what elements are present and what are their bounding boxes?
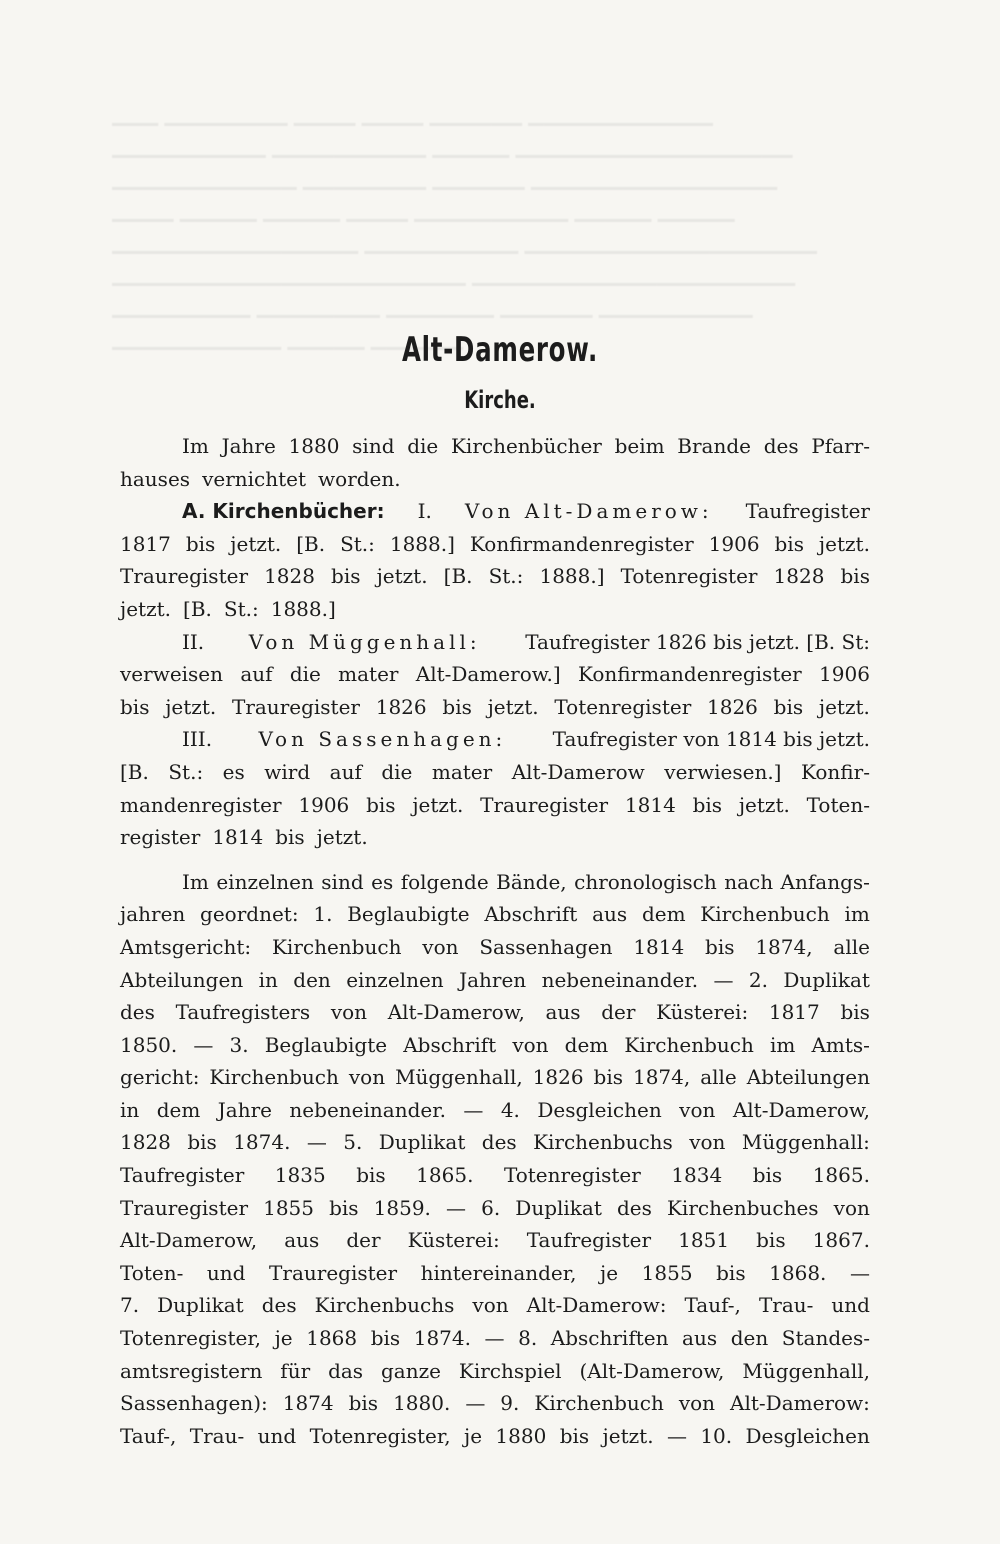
- word: einzelnen: [216, 869, 314, 894]
- word: 10.: [700, 1423, 733, 1448]
- word: bis: [756, 1228, 786, 1253]
- detail-line: [120, 1322, 870, 1355]
- word: von: [512, 1032, 549, 1057]
- word: —: [306, 1130, 327, 1155]
- word: 1814: [212, 825, 264, 850]
- word: Müggenhall:: [741, 1130, 870, 1155]
- word: bis: [773, 694, 804, 719]
- word: Trauregister: [120, 564, 248, 589]
- word: bis: [120, 694, 150, 719]
- word: 1874,: [632, 1065, 691, 1090]
- word: 1874,: [755, 934, 813, 959]
- word: 1851: [678, 1228, 730, 1253]
- word: bis: [442, 694, 472, 719]
- word: Kirchenbücher: [450, 434, 602, 458]
- word: es: [371, 869, 394, 894]
- word: Alt-Damerow.]: [415, 662, 561, 687]
- word: Totenregister,: [120, 1326, 262, 1351]
- word: Pfarr-: [811, 434, 870, 458]
- word: Abteilungen: [746, 1065, 870, 1090]
- entry-place: Von Alt-Damerow:: [464, 499, 713, 524]
- word: bis: [774, 531, 804, 556]
- word: aus: [545, 1000, 581, 1025]
- word: alle: [700, 1065, 737, 1090]
- word: Alt-Damerow,: [387, 1000, 525, 1025]
- entry-number: I.: [417, 499, 432, 524]
- word: 1874: [282, 1391, 334, 1416]
- word: bis: [185, 531, 216, 556]
- bleed-through-texture: ▁▁▁ ▁▁▁▁▁▁▁▁ ▁▁▁▁ ▁▁▁▁ ▁▁▁▁▁▁ ▁▁▁▁▁▁▁▁▁▁▁▁ ▁▁▁▁▁▁▁▁▁▁ ▁▁▁▁▁▁▁▁▁▁ ▁▁▁▁▁ ▁▁▁▁▁▁▁▁▁▁▁▁▁▁▁▁▁▁ ▁▁▁▁▁▁▁▁▁▁▁▁ ▁▁▁▁▁▁▁▁ ▁▁▁▁▁▁ ▁▁▁▁▁▁▁▁▁▁▁▁▁▁▁▁ ▁▁▁▁ ▁▁▁▁▁ ▁▁▁▁▁ ▁▁▁▁ ▁▁▁▁▁▁▁▁▁▁ ▁▁▁▁▁ ▁▁▁▁▁ ▁▁▁▁▁▁▁▁▁▁▁▁▁▁▁▁ ▁▁▁▁▁▁▁▁▁▁ ▁▁▁▁▁▁▁▁▁▁▁▁▁▁▁▁▁▁▁ ▁▁▁▁▁▁▁▁▁▁▁▁▁▁▁▁▁▁▁▁▁▁▁ ▁▁▁▁▁▁▁▁▁▁▁▁▁▁▁▁▁▁▁▁▁ ▁▁▁▁▁▁▁▁▁ ▁▁▁▁▁▁▁▁ ▁▁▁▁▁▁▁ ▁▁▁▁▁▁ ▁▁▁▁▁▁▁▁▁▁ ▁▁▁▁▁▁▁▁▁▁▁ ▁▁▁▁▁ ▁▁▁▁▁▁: [112, 102, 817, 350]
- word: Toten-: [120, 1260, 184, 1285]
- detail-line: [120, 1289, 870, 1322]
- word: Kirchenbuch: [624, 1032, 754, 1057]
- word: 1826: [375, 694, 427, 719]
- word: jetzt.: [412, 792, 464, 817]
- word: 3.: [229, 1032, 249, 1057]
- word: des: [120, 1000, 155, 1025]
- word: Alt-Damerow:: [730, 1391, 870, 1416]
- word: 1817: [768, 1000, 820, 1025]
- entry-place: Von Müggenhall:: [248, 629, 481, 654]
- word: in: [258, 967, 278, 992]
- word: Abschrift: [403, 1032, 497, 1057]
- detail-line: [120, 996, 870, 1029]
- word: —: [484, 1326, 505, 1351]
- word: 1859.: [373, 1195, 431, 1220]
- word: Kirchenbuch: [271, 934, 402, 959]
- word: Beglaubigte: [264, 1032, 388, 1057]
- word: Totenregister,: [309, 1423, 451, 1448]
- word: Tauf-,: [684, 1293, 741, 1318]
- word: des: [763, 434, 799, 458]
- word: 1855: [641, 1260, 693, 1285]
- entry-line: [120, 723, 870, 756]
- word: des: [481, 1130, 517, 1155]
- word: Toten-: [806, 792, 870, 817]
- word: mater: [338, 662, 399, 687]
- word: bis: [348, 1391, 379, 1416]
- word: 1814: [633, 934, 685, 959]
- word: mandenregister: [120, 792, 282, 817]
- word: nach: [724, 869, 774, 894]
- word: Kirchenbuch: [534, 1391, 664, 1416]
- word: jetzt.: [120, 596, 172, 621]
- word: 1828: [120, 1130, 171, 1155]
- word: Duplikat: [783, 967, 870, 992]
- word: Kirchenbuch: [700, 902, 830, 927]
- entry-line: [120, 626, 870, 659]
- word: [B.: [120, 759, 149, 784]
- word: Taufregister: [120, 1163, 245, 1188]
- word: jetzt.: [230, 531, 282, 556]
- word: 1880: [495, 1423, 547, 1448]
- word: St.:: [488, 564, 524, 589]
- word: 1868: [306, 1326, 358, 1351]
- word: den: [293, 967, 331, 992]
- word: verweisen: [120, 662, 224, 687]
- word: aus: [284, 1228, 320, 1253]
- entry-line: [120, 691, 870, 724]
- word: 7.: [120, 1293, 140, 1318]
- word: und: [257, 1423, 297, 1448]
- word: Kirchenbuchs: [314, 1293, 455, 1318]
- word: Totenregister: [620, 564, 758, 589]
- word: Jahren: [459, 967, 527, 992]
- word: Trauregister: [269, 1260, 398, 1285]
- word: und: [831, 1293, 870, 1318]
- word: Müggenhall,: [395, 1065, 523, 1090]
- word: das: [328, 1358, 364, 1383]
- paragraph-gap: [120, 854, 870, 866]
- word: verwiesen.]: [664, 759, 782, 784]
- word: Konfirmandenregister: [577, 662, 802, 687]
- word: je: [464, 1423, 483, 1448]
- intro-line: [120, 430, 870, 463]
- word: aus: [592, 902, 628, 927]
- entry-line: [120, 593, 870, 626]
- word: die: [381, 759, 413, 784]
- word: 1826: [707, 694, 758, 719]
- intro-line: [120, 463, 870, 496]
- word: Alt-Damerow,: [732, 1097, 870, 1122]
- word: amtsregistern: [120, 1358, 263, 1383]
- word: Standes-: [781, 1326, 870, 1351]
- word: der: [346, 1228, 381, 1253]
- word: Küsterei:: [407, 1228, 500, 1253]
- word: 1850.: [120, 1032, 178, 1057]
- word: 1865.: [812, 1163, 870, 1188]
- detail-line: [120, 964, 870, 997]
- entry-line: [120, 495, 870, 528]
- entry-line: [120, 658, 870, 691]
- word: Trauregister: [120, 1195, 248, 1220]
- word: Bände,: [496, 869, 567, 894]
- word: Konfir-: [800, 759, 870, 784]
- detail-line: [120, 1257, 870, 1290]
- word: nebeneinander.: [289, 1097, 446, 1122]
- word: Duplikat: [515, 1195, 602, 1220]
- word: bis: [356, 1163, 386, 1188]
- word: jetzt.: [316, 825, 368, 850]
- word: geordnet:: [200, 902, 299, 927]
- word: 1888.]: [539, 564, 605, 589]
- detail-line: [120, 1159, 870, 1192]
- word: der: [601, 1000, 636, 1025]
- word: bis: [329, 1195, 359, 1220]
- word: nebeneinander.: [541, 967, 699, 992]
- detail-line: [120, 1420, 870, 1453]
- word: im: [844, 902, 870, 927]
- word: Sassenhagen):: [120, 1391, 268, 1416]
- word: —: [193, 1032, 214, 1057]
- word: Alt-Damerow: [511, 759, 645, 784]
- word: von: [689, 1130, 726, 1155]
- word: register: [120, 825, 201, 850]
- word: 1855: [263, 1195, 314, 1220]
- word: (Alt-Damerow,: [579, 1358, 725, 1383]
- word: bis: [705, 934, 735, 959]
- word: Alt-Damerow,: [120, 1228, 258, 1253]
- word: 1888.]: [389, 531, 455, 556]
- word: 1906: [819, 662, 870, 687]
- detail-line: [120, 1192, 870, 1225]
- word: die: [407, 434, 439, 458]
- word: Duplikat: [378, 1130, 466, 1155]
- word: auf: [240, 662, 273, 687]
- word: aus: [682, 1326, 718, 1351]
- word: bis: [716, 1260, 746, 1285]
- word: 8.: [518, 1326, 538, 1351]
- word: bis: [331, 564, 361, 589]
- word: dem: [641, 902, 686, 927]
- entry-number: II.: [182, 629, 205, 654]
- entry-text: Taufregister: [745, 499, 870, 524]
- word: ganze: [380, 1358, 441, 1383]
- word: Müggenhall,: [742, 1358, 870, 1383]
- word: —: [465, 1391, 486, 1416]
- word: von: [833, 1195, 870, 1220]
- detail-line: [120, 1126, 870, 1159]
- word: 1834: [671, 1163, 723, 1188]
- detail-line: [120, 931, 870, 964]
- word: 1828: [264, 564, 315, 589]
- word: Alt-Damerow:: [526, 1293, 667, 1318]
- entry-text: Taufregister 1826 bis jetzt. [B. St:: [525, 629, 870, 654]
- word: Taufregister: [526, 1228, 652, 1253]
- document-body: [120, 430, 870, 1452]
- word: in: [120, 1097, 140, 1122]
- entry-line: [120, 756, 870, 789]
- word: jetzt.: [818, 531, 870, 556]
- word: [B.: [296, 531, 326, 556]
- word: bis: [370, 1326, 401, 1351]
- word: —: [463, 1097, 484, 1122]
- entry-place: Von Sassenhagen:: [258, 727, 507, 752]
- entry-number: III.: [182, 727, 213, 752]
- word: alle: [833, 934, 870, 959]
- word: —: [849, 1260, 870, 1285]
- word: Trauregister: [480, 792, 609, 817]
- word: jetzt.: [376, 564, 428, 589]
- word: des: [261, 1293, 297, 1318]
- word: den: [730, 1326, 769, 1351]
- entry-line: [120, 560, 870, 593]
- word: wird: [264, 759, 311, 784]
- word: Jahre: [221, 434, 276, 458]
- detail-line: [120, 1029, 870, 1062]
- word: von: [422, 934, 459, 959]
- word: Beglaubigte: [347, 902, 470, 927]
- word: von: [678, 1391, 716, 1416]
- word: Totenregister: [554, 694, 692, 719]
- word: 1888.]: [270, 596, 336, 621]
- word: St.:: [340, 531, 375, 556]
- word: einzelnen: [346, 967, 444, 992]
- word: bis: [840, 564, 870, 589]
- word: beim: [614, 434, 665, 458]
- word: Amtsgericht:: [120, 934, 252, 959]
- word: von: [348, 1065, 386, 1090]
- word: bis: [559, 1423, 590, 1448]
- word: 1880.: [393, 1391, 451, 1416]
- page-title: Alt-Damerow.: [401, 330, 599, 370]
- word: jetzt.: [487, 694, 539, 719]
- word: Desgleichen: [537, 1097, 662, 1122]
- word: dem: [564, 1032, 609, 1057]
- word: auf: [329, 759, 362, 784]
- kirchenbuecher-heading: A. Kirchenbücher:: [182, 499, 385, 524]
- word: Küsterei:: [656, 1000, 749, 1025]
- detail-line: [120, 898, 870, 931]
- word: Abschriften: [550, 1326, 669, 1351]
- word: je: [600, 1260, 619, 1285]
- entry-line: [120, 821, 870, 854]
- word: bis: [692, 792, 723, 817]
- word: Abschrift: [484, 902, 578, 927]
- word: sind: [321, 869, 364, 894]
- word: 9.: [500, 1391, 520, 1416]
- word: vernichtet: [202, 466, 307, 491]
- word: Trau-: [189, 1423, 245, 1448]
- detail-line: [120, 1094, 870, 1127]
- word: Konfirmandenregister: [469, 531, 694, 556]
- word: Kirchspiel: [458, 1358, 562, 1383]
- word: Kirchenbuchs: [533, 1130, 673, 1155]
- word: Abteilungen: [120, 967, 244, 992]
- word: 1874.: [413, 1326, 471, 1351]
- word: St.:: [168, 759, 204, 784]
- word: Tauf-,: [120, 1423, 177, 1448]
- word: Brande: [677, 434, 751, 458]
- word: Jahre: [217, 1097, 272, 1122]
- word: hauses: [120, 466, 191, 491]
- word: [B.: [443, 564, 473, 589]
- word: bis: [366, 792, 396, 817]
- word: Anfangs-: [780, 869, 870, 894]
- word: von: [330, 1000, 368, 1025]
- section-title: Kirche.: [464, 386, 536, 414]
- detail-line: [120, 1061, 870, 1094]
- word: 1906: [298, 792, 350, 817]
- word: es: [222, 759, 245, 784]
- word: Im: [182, 434, 209, 458]
- word: 1868.: [769, 1260, 827, 1285]
- word: sind: [352, 434, 395, 458]
- entry-text: Taufregister von 1814 bis jetzt.: [552, 727, 870, 752]
- word: die: [289, 662, 321, 687]
- detail-line: [120, 866, 870, 899]
- word: für: [280, 1358, 311, 1383]
- word: hintereinander,: [420, 1260, 577, 1285]
- word: jahren: [120, 902, 186, 927]
- word: Trauregister: [231, 694, 360, 719]
- word: Trau-: [758, 1293, 814, 1318]
- word: 1865.: [416, 1163, 474, 1188]
- word: dem: [156, 1097, 201, 1122]
- word: Kirchenbuches: [666, 1195, 819, 1220]
- word: Kirchenbuch: [209, 1065, 339, 1090]
- word: 1828: [773, 564, 825, 589]
- word: jetzt.: [165, 694, 217, 719]
- word: 1826: [532, 1065, 584, 1090]
- word: 6.: [481, 1195, 501, 1220]
- word: jetzt.: [818, 694, 870, 719]
- word: [B.: [183, 596, 212, 621]
- word: von: [472, 1293, 509, 1318]
- word: Totenregister: [503, 1163, 641, 1188]
- word: folgende: [400, 869, 489, 894]
- word: jetzt.: [738, 792, 790, 817]
- word: im: [769, 1032, 796, 1057]
- word: je: [274, 1326, 293, 1351]
- word: 2.: [748, 967, 768, 992]
- word: 4.: [500, 1097, 520, 1122]
- word: mater: [431, 759, 493, 784]
- word: —: [713, 967, 734, 992]
- entry-line: [120, 789, 870, 822]
- word: bis: [275, 825, 305, 850]
- word: bis: [187, 1130, 217, 1155]
- word: 1817: [120, 531, 171, 556]
- word: Im: [182, 869, 209, 894]
- word: Sassenhagen: [479, 934, 613, 959]
- word: 1874.: [233, 1130, 291, 1155]
- word: —: [446, 1195, 467, 1220]
- word: chronologisch: [574, 869, 717, 894]
- word: 1.: [313, 902, 333, 927]
- word: 1906: [708, 531, 760, 556]
- word: gericht:: [120, 1065, 200, 1090]
- word: 1867.: [812, 1228, 870, 1253]
- word: 5.: [343, 1130, 363, 1155]
- word: bis: [752, 1163, 783, 1188]
- detail-line: [120, 1224, 870, 1257]
- detail-line: [120, 1387, 870, 1420]
- word: Taufregisters: [175, 1000, 311, 1025]
- word: von: [679, 1097, 716, 1122]
- entry-line: [120, 528, 870, 561]
- word: —: [666, 1423, 687, 1448]
- word: des: [616, 1195, 652, 1220]
- word: 1835: [274, 1163, 326, 1188]
- word: Duplikat: [157, 1293, 244, 1318]
- word: jetzt.: [602, 1423, 654, 1448]
- word: Desgleichen: [745, 1423, 870, 1448]
- word: bis: [840, 1000, 870, 1025]
- word: und: [206, 1260, 246, 1285]
- word: 1814: [624, 792, 676, 817]
- word: 1880: [288, 434, 340, 458]
- word: worden.: [318, 466, 401, 491]
- detail-line: [120, 1355, 870, 1388]
- word: St.:: [223, 596, 259, 621]
- word: bis: [593, 1065, 624, 1090]
- word: Amts-: [811, 1032, 870, 1057]
